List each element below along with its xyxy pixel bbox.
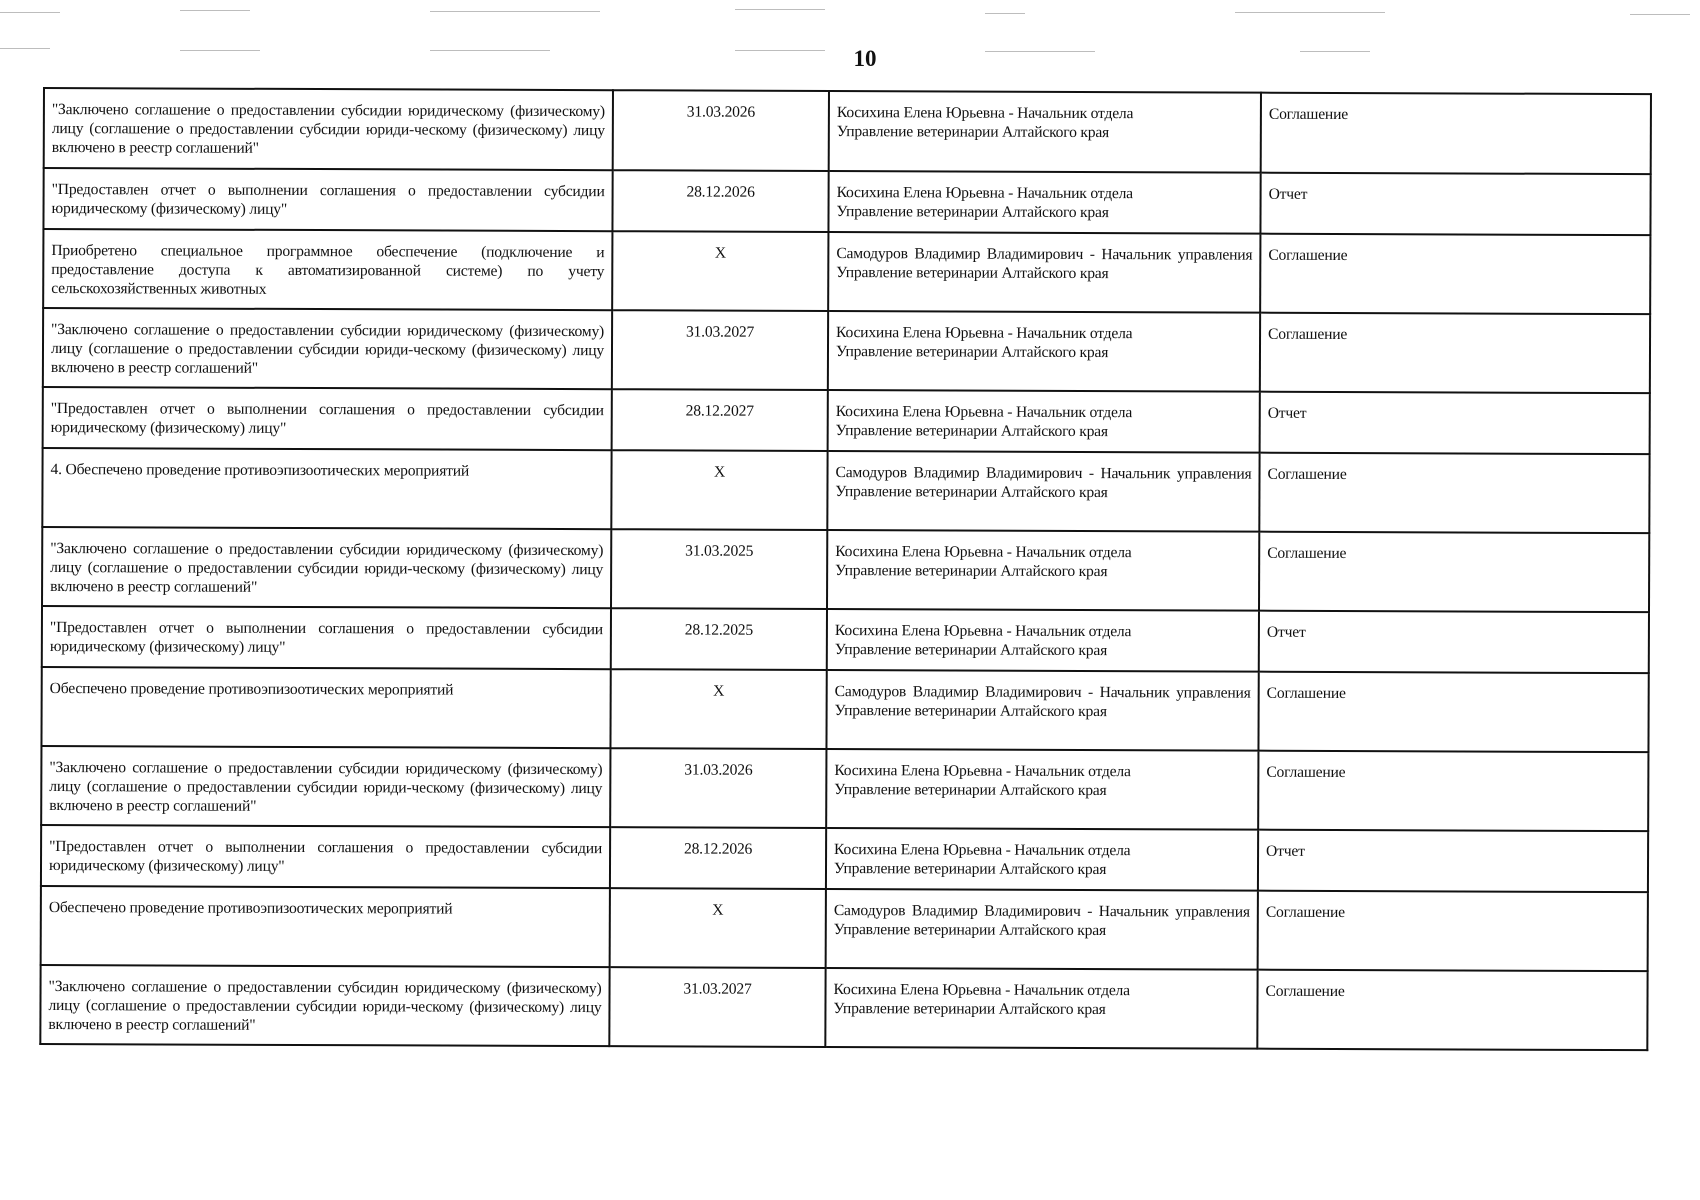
date-cell: 31.03.2027 xyxy=(612,310,828,390)
date-cell: 28.12.2026 xyxy=(612,170,828,232)
event-cell: "Предоставлен отчет о выполнении соглашения о предоставлении субсидии юридическому (физическому) лицу" xyxy=(43,168,612,231)
responsible-cell xyxy=(826,828,1258,891)
page-number: 10 xyxy=(853,46,877,71)
date-cell: X xyxy=(611,450,827,530)
document-cell: Отчет xyxy=(1259,611,1649,673)
event-cell: "Предоставлен отчет о выполнении соглашения о предоставлении субсидии юридическому (физическому) лицу" xyxy=(42,606,611,669)
scan-artifact xyxy=(430,11,600,12)
responsible-name: Самодуров Владимир Владимирович - Начальник управления xyxy=(833,902,1250,921)
responsible-org: Управление ветеринарии Алтайского края xyxy=(834,641,1108,660)
responsible-cell xyxy=(828,311,1260,392)
date-cell: X xyxy=(610,888,826,968)
event-cell: "Предоставлен отчет о выполнении соглашения о предоставлении субсидии юридическому (физическому) лицу" xyxy=(41,825,610,888)
responsible-org: Управление ветеринарии Алтайского края xyxy=(835,422,1108,441)
table-row xyxy=(44,88,1651,174)
responsible-cell xyxy=(827,530,1259,611)
responsible-org: Управление ветеринарии Алтайского края xyxy=(836,203,1109,222)
document-cell: Отчет xyxy=(1258,830,1648,892)
plan-table xyxy=(39,87,1652,1051)
responsible-name: Косихина Елена Юрьевна - Начальник отдела xyxy=(836,104,1134,123)
responsible-name: Косихина Елена Юрьевна - Начальник отдела xyxy=(835,543,1132,562)
date-cell: 31.03.2027 xyxy=(609,967,825,1047)
responsible-org: Управление ветеринарии Алтайского края xyxy=(833,860,1107,879)
document-cell: Соглашение xyxy=(1259,453,1649,533)
table-row xyxy=(42,527,1649,612)
responsible-org: Управление ветеринарии Алтайского края xyxy=(836,123,1110,142)
responsible-cell xyxy=(826,670,1258,751)
document-cell: Соглашение xyxy=(1260,234,1650,314)
document-cell: Отчет xyxy=(1260,392,1650,454)
responsible-cell xyxy=(826,889,1258,970)
responsible-name: Косихина Елена Юрьевна - Начальник отдела xyxy=(834,841,1131,860)
document-cell: Соглашение xyxy=(1258,891,1648,971)
date-cell: 28.12.2027 xyxy=(612,389,828,451)
responsible-org: Управление ветеринарии Алтайского края xyxy=(834,702,1107,721)
date-cell: X xyxy=(610,669,826,749)
responsible-name: Самодуров Владимир Владимирович - Начальник управления xyxy=(835,464,1252,483)
date-cell: X xyxy=(612,231,828,311)
date-cell: 31.03.2025 xyxy=(611,529,827,609)
event-cell: 4. Обеспечено проведение противоэпизоотических мероприятий xyxy=(42,448,611,529)
responsible-org: Управление ветеринарии Алтайского края xyxy=(835,562,1108,581)
event-cell: "Заключено соглашение о предоставлении субсидии юридическому (физическому) лицу (соглашение о предоставлении субсидии юриди-ческому (физическому) лицу включено в реестр соглашений" xyxy=(42,527,611,608)
event-cell: Приобретено специальное программное обеспечение (подключение и предоставление доступа к автоматизированной системе) по учету сельскохозяйственных животных xyxy=(43,229,612,310)
event-cell: "Предоставлен отчет о выполнении соглашения о предоставлении субсидии юридическому (физическому) лицу" xyxy=(43,387,612,450)
responsible-name: Косихина Елена Юрьевна - Начальник отдела xyxy=(835,403,1133,422)
responsible-org: Управление ветеринарии Алтайского края xyxy=(833,921,1107,940)
document-cell: Соглашение xyxy=(1258,672,1648,752)
date-cell: 28.12.2026 xyxy=(610,827,826,889)
responsible-cell xyxy=(829,91,1261,173)
responsible-name: Косихина Елена Юрьевна - Начальник отдела xyxy=(836,184,1133,203)
responsible-cell xyxy=(828,171,1260,234)
responsible-cell xyxy=(828,390,1260,453)
date-cell: 31.03.2026 xyxy=(613,90,829,171)
table-row xyxy=(41,746,1648,831)
scan-artifact xyxy=(1235,12,1385,13)
scan-artifact xyxy=(735,9,825,10)
scan-artifact xyxy=(0,12,60,13)
scan-artifact xyxy=(1630,14,1690,15)
table-row xyxy=(41,825,1648,892)
document-cell: Соглашение xyxy=(1261,93,1651,174)
table-row xyxy=(43,168,1650,235)
responsible-cell xyxy=(827,451,1259,532)
document-cell: Соглашение xyxy=(1257,970,1647,1050)
table-row xyxy=(41,667,1648,752)
table-row xyxy=(42,606,1649,673)
date-cell: 28.12.2025 xyxy=(611,608,827,670)
table-row xyxy=(40,965,1647,1050)
document-cell: Соглашение xyxy=(1258,751,1648,831)
scan-artifact xyxy=(985,13,1025,14)
date-cell: 31.03.2026 xyxy=(610,748,826,828)
responsible-cell xyxy=(826,749,1258,830)
responsible-name: Косихина Елена Юрьевна - Начальник отдела xyxy=(834,762,1131,781)
scan-artifact xyxy=(180,10,250,11)
responsible-org: Управление ветеринарии Алтайского края xyxy=(833,1000,1106,1019)
responsible-org: Управление ветеринарии Алтайского края xyxy=(835,483,1108,502)
responsible-cell xyxy=(825,968,1257,1049)
event-cell: "Заключено соглашение о предоставлении субсидии юридическому (физическому) лицу (соглашение о предоставлении субсидии юриди-ческому (физическому) лицу включено в реестр соглашений" xyxy=(44,88,613,170)
table-row xyxy=(41,886,1648,971)
table-row xyxy=(43,387,1650,454)
table-row xyxy=(43,229,1650,314)
event-cell: Обеспечено проведение противоэпизоотических мероприятий xyxy=(41,667,610,748)
event-cell: Обеспечено проведение противоэпизоотических мероприятий xyxy=(41,886,610,967)
document-cell: Отчет xyxy=(1260,173,1650,235)
responsible-org: Управление ветеринарии Алтайского края xyxy=(835,343,1109,362)
responsible-name: Косихина Елена Юрьевна - Начальник отдела xyxy=(834,622,1132,641)
document-cell: Соглашение xyxy=(1259,532,1649,612)
event-cell: "Заключено соглашение о предоставлении субсидии юридическому (физическому) лицу (соглашение о предоставлении субсидии юриди-ческому (физическому) лицу включено в реестр соглашений" xyxy=(43,308,612,389)
responsible-name: Косихина Елена Юрьевна - Начальник отдела xyxy=(833,981,1130,1000)
responsible-org: Управление ветеринарии Алтайского края xyxy=(836,264,1109,283)
responsible-name: Косихина Елена Юрьевна - Начальник отдела xyxy=(836,324,1133,343)
table-row xyxy=(42,448,1649,533)
responsible-name: Самодуров Владимир Владимирович - Начальник управления xyxy=(836,245,1253,264)
responsible-org: Управление ветеринарии Алтайского края xyxy=(834,781,1107,800)
document-cell: Соглашение xyxy=(1260,313,1650,393)
event-cell: "Заключено соглашение о предоставлении субсидии юридическому (физическому) лицу (соглашение о предоставлении субсидии юриди-ческому (физическому) лицу включено в реестр соглашений" xyxy=(41,746,610,827)
event-cell: "Заключено соглашение о предоставлении субсидин юридическому (физическому) лицу (соглашение о предоставлении субсидии юриди-ческому (физическому) лицу включено в реестр соглашений" xyxy=(40,965,609,1046)
responsible-cell xyxy=(827,609,1259,672)
table-row xyxy=(43,308,1650,393)
responsible-name: Самодуров Владимир Владимирович - Начальник управления xyxy=(834,683,1251,702)
responsible-cell xyxy=(828,232,1260,313)
